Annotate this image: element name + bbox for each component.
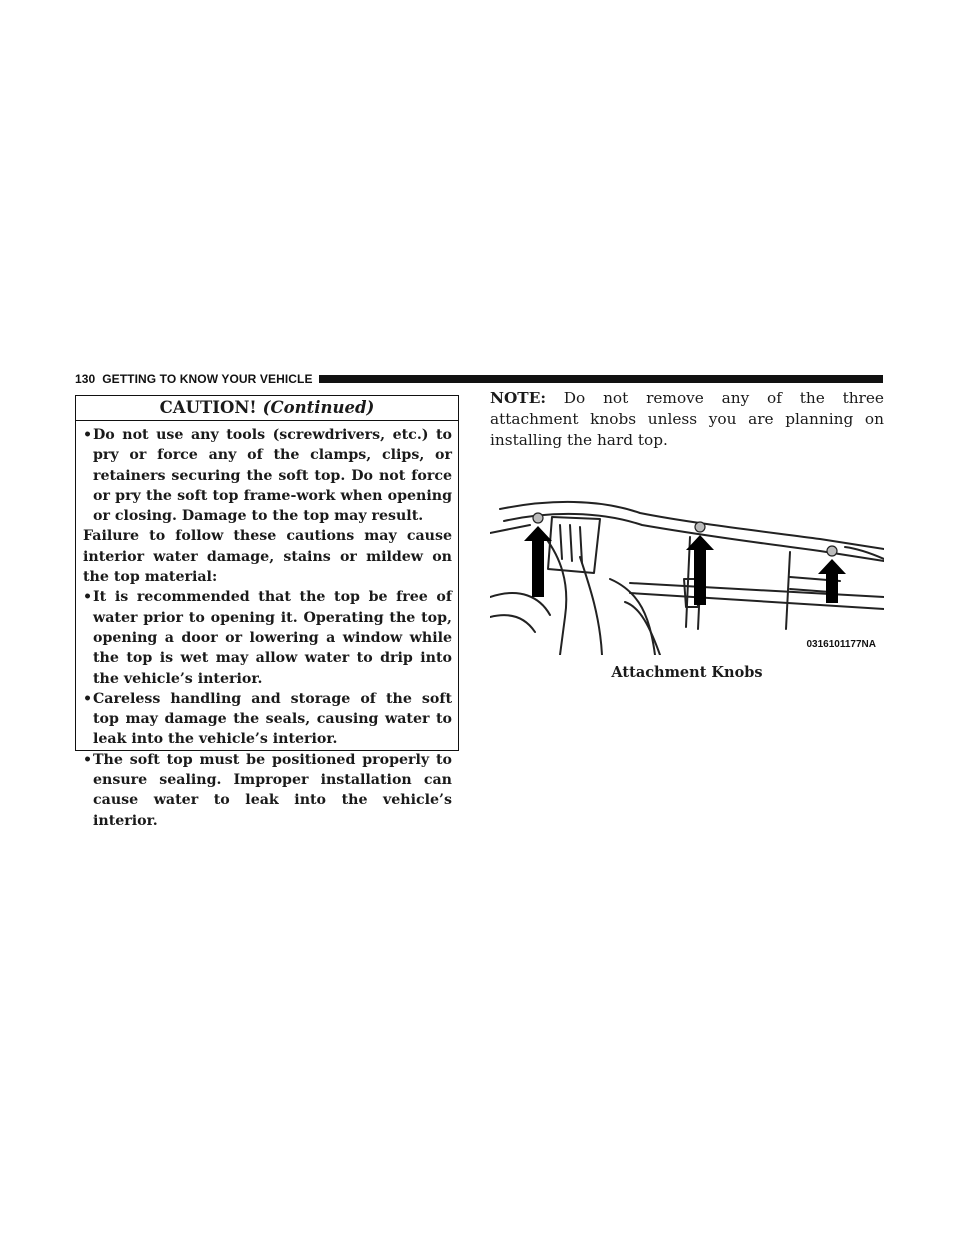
bullet-icon: • (83, 589, 93, 606)
bullet-icon: • (83, 751, 93, 768)
caution-bullet-item (83, 689, 452, 750)
attachment-knobs-illustration (490, 497, 884, 655)
caution-paragraph: Failure to follow these cautions may cause interior water damage, stains or mildew on the top material: (83, 528, 452, 586)
figure-code: 0316101177NA (806, 639, 876, 650)
section-title: GETTING TO KNOW YOUR VEHICLE (102, 372, 313, 386)
arrow-up-icon (818, 559, 846, 603)
note-text: Do not remove any of the three attachment knobs unless you are planning on installing the hard top. (490, 389, 884, 449)
arrow-up-icon (686, 535, 714, 605)
page-number: 130 (75, 372, 96, 386)
caution-title: CAUTION! (159, 398, 257, 417)
caution-bullet-text: It is recommended that the top be free of water prior to opening it. Operating the top, opening a door or lowering a window while the top is wet may allow water to drip into the vehicle’s interior. (93, 589, 452, 687)
figure-caption: Attachment Knobs (611, 664, 763, 681)
caution-heading (76, 396, 458, 421)
soft-top-frame-drawing (490, 497, 884, 655)
caution-bullet-item (83, 425, 452, 526)
caution-bullet-text: The soft top must be positioned properly to ensure sealing. Improper installation can cause water to leak into the vehicle’s interior. (93, 751, 452, 829)
bullet-icon: • (83, 427, 93, 443)
note-paragraph (490, 388, 884, 450)
caution-bullet-item (83, 587, 452, 688)
caution-bullet-text: Careless handling and storage of the soft top may damage the seals, causing water to leak into the vehicle’s interior. (93, 690, 452, 748)
bullet-icon: • (83, 690, 93, 707)
knob-2-icon (695, 522, 705, 532)
knob-3-icon (827, 546, 837, 556)
caution-continued: (Continued) (262, 398, 375, 417)
knob-1-icon (533, 513, 543, 523)
caution-box (75, 395, 459, 829)
header-text (75, 372, 313, 386)
note-label: NOTE: (490, 389, 546, 407)
caution-bullet-text: Do not use any tools (screwdrivers, etc.) to pry or force any of the clamps, clips, or retainers securing the soft top. Do not force or pry the soft top frame-work when opening or closing. Damage to the top may result. (93, 427, 452, 525)
caution-body (76, 421, 458, 831)
page-header (75, 372, 883, 386)
header-rule (319, 375, 883, 383)
caution-bullet-item (83, 750, 452, 831)
